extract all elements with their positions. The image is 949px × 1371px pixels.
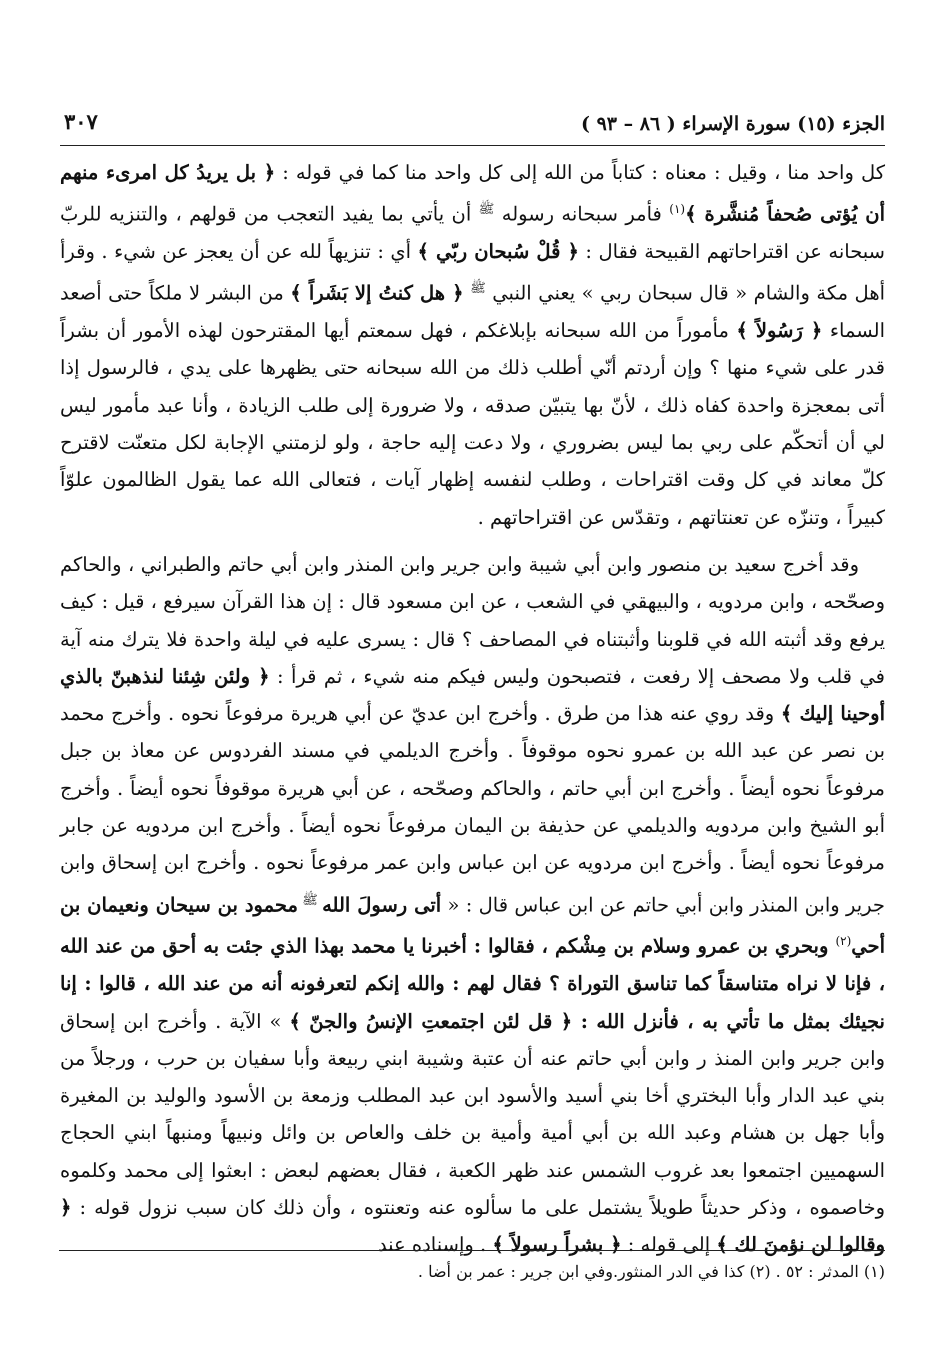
quran-quote: ﴿ رَسُولاً ﴾ [736,319,823,343]
text-run: مأموراً من الله سبحانه بإبلاغكم ، فهل سمعتم أيها المقترحون لهذه الأمور أن بشراً قدر على شيء منها ؟ وإن أردتم أنّي أطلب ذلك من الله سبحانه حتى يظهرها على يدي ، فالرسول إذا أتى بمعجزة واحدة كفاه ذلك ، لأنّ بها يتبيّن صدقه ، ولا ضرورة إلى طلب الزيادة ، وأنا عبد مأمور ليس لي أن أتحكّم على ربي بما ليس بضروري ، ولا دعت إليه حاجة ، ولو لزمتني الإجابة لكل متعنّت لاقترح كلّ معاند في كل وقت اقتراحات ، وطلب لنفسه إظهار آيات ، فتعالى الله عما يقول الظالمون علوّاً كبيراً ، وتنزّه عن تعنتاتهم ، وتقدّس عن اقتراحاتهم . [60,319,885,529]
quran-quote: ﴿ بل يريدُ كل امرىء منهم أن يُؤتى صُحفاً مُنشَّرة ﴾ [60,161,885,226]
quran-quote: وبحري بن عمرو وسلام بن مِشْكم ، فقالوا : أخبرنا يا محمد بهذا الذي جئت به أحق من عند الله ، فإنا لا نراه متناسقاً كما تناسق التوراة ؟ فقال لهم : والله إنكم لتعرفونه أنه من عند الله ، قالوا : إنا نجيئك بمثل ما تأتي به ، فأنزل الله : [60,934,885,1033]
page-number: ٣٠٧ [64,109,98,134]
footnote-marker: (١) [669,202,686,217]
footnote-separator [59,1250,885,1251]
footnote-marker: (٢) [835,934,852,949]
quran-quote: ﴿ قُلْ سُبحان ربّي ﴾ [417,240,579,264]
quran-quote: ﴿ بشراً رسولاً ﴾ [492,1233,622,1257]
text-run: » الآية . وأخرج ابن إسحاق وابن جرير وابن المنذ ر وابن أبي حاتم عنه أن عتبة وشيبة ابني ربيعة وأبا سفيان بن حرب ، ورجلاً من بني عبد الدار وأبا البختري أخا بني أسيد والأسود ابن عبد المطلب وزمعة بن الأسود والوليد بن المغيرة وأبا جهل بن هشام وعبد الله بن أبي أمية وأمية بن خلف والعاص بن وائل ونبيهاً ومنبهاً ابني الحجاج السهميين اجتمعوا بعد غروب الشمس عند ظهر الكعبة ، فقال بعضهم لبعض : ابعثوا إلى محمد وكلموه وخاصموه ، وذكر حديثاً طويلاً يشتمل على ما سألوه عنه وتعنتوه ، وأن ذلك كان سبب نزول قوله : [60,1009,885,1220]
quran-quote: ﴿ هل كنتُ إلا بَشَراً ﴾ [290,281,464,305]
quran-quote: ﴿ وقالوا لن نؤمنَ لك ﴾ [60,1196,885,1257]
quran-quote: ﴿ ولئن شِئنا لنذهبنّ بالذي أوحينا إليك ﴾ [60,664,885,726]
salutation-glyph: ﷺ [297,892,323,908]
footnotes: (١) المدثر : ٥٢ . (٢) كذا في الدر المنثور.وفي ابن جرير : عمر بن أضا . [417,1262,885,1281]
text-run: من البشر لا ملكاً حتى أصعد السماء [60,281,885,343]
quran-quote: أتى رسولَ الله [322,893,442,917]
text-run: وقد أخرج سعيد بن منصور وابن أبي شيبة وابن جرير وابن المنذر وابن أبي حاتم والطبراني ، والحاكم وصحّحه ، وابن مردويه ، والبيهقي في الشعب ، عن ابن مسعود قال : إن هذا القرآن سيرفع ، قيل : كيف يرفع وقد أثبته الله في قلوبنا وأثبتناه في المصاحف ؟ قال : يسرى عليه في ليلة واحدة فلا يترك منه آية في قلب ولا مصحف إلا رفعت ، فتصبحون وليس فيكم منه شيء ، ثم قرأ : [60,552,885,688]
text-run: إلى قوله : [621,1233,717,1257]
text-run: فأمر سبحانه رسوله [494,202,670,226]
running-header [60,105,885,146]
salutation-glyph: ﷺ [470,281,486,297]
paragraph-commentary [60,154,885,536]
quran-quote: ﴿ قل لئن اجتمعتِ الإنسُ والجنّ ﴾ [289,1009,573,1033]
text-run: أن يأتي بما يفيد التعجب من قولهم ، والتنزيه للربّ سبحانه عن اقتراحاتهم القبيحة فقال : [60,202,886,264]
salutation-glyph: ﷺ [478,202,495,218]
paragraph-hadith-narrations [60,546,885,1264]
text-run: أي : تنزيهاً لله عن أن يعجز عن شيء . وقرأ أهل مكة والشام « قال سبحان ربي » يعني النبي [60,240,886,305]
text-run: كل واحد منا ، وقيل : معناه : كتاباً من الله إلى كل واحد منا كما في قوله : [275,161,885,184]
body-text [60,154,885,1264]
text-run: وقد روي عنه هذا من طرق . وأخرج ابن عديّ عن أبي هريرة مرفوعاً نحوه . وأخرج محمد بن نصر عن عبد الله بن عمرو نحوه موقوفاً . وأخرج الديلمي في مسند الفردوس عن معاذ بن جبل مرفوعاً نحوه أيضاً . وأخرج ابن أبي حاتم ، والحاكم وصحّحه ، عن أبي هريرة موقوفاً نحوه أيضاً . وأخرج أبو الشيخ وابن مردويه والديلمي عن حذيفة بن اليمان مرفوعاً نحوه أيضاً . وأخرج ابن مردويه عن جابر مرفوعاً نحوه أيضاً . وأخرج ابن مردويه عن ابن عباس وابن عمر مرفوعاً نحوه . وأخرج ابن إسحاق وابن جرير وابن المنذر وابن أبي حاتم عن ابن عباس قال : « [60,702,885,917]
header-title: الجزء (١٥) سورة الإسراء ( ٨٦ – ٩٣ ) [580,113,885,135]
text-run: . وإسناده عند [377,1233,493,1257]
quran-quote: محمود بن سيحان ونعيمان بن أحي [60,893,885,958]
